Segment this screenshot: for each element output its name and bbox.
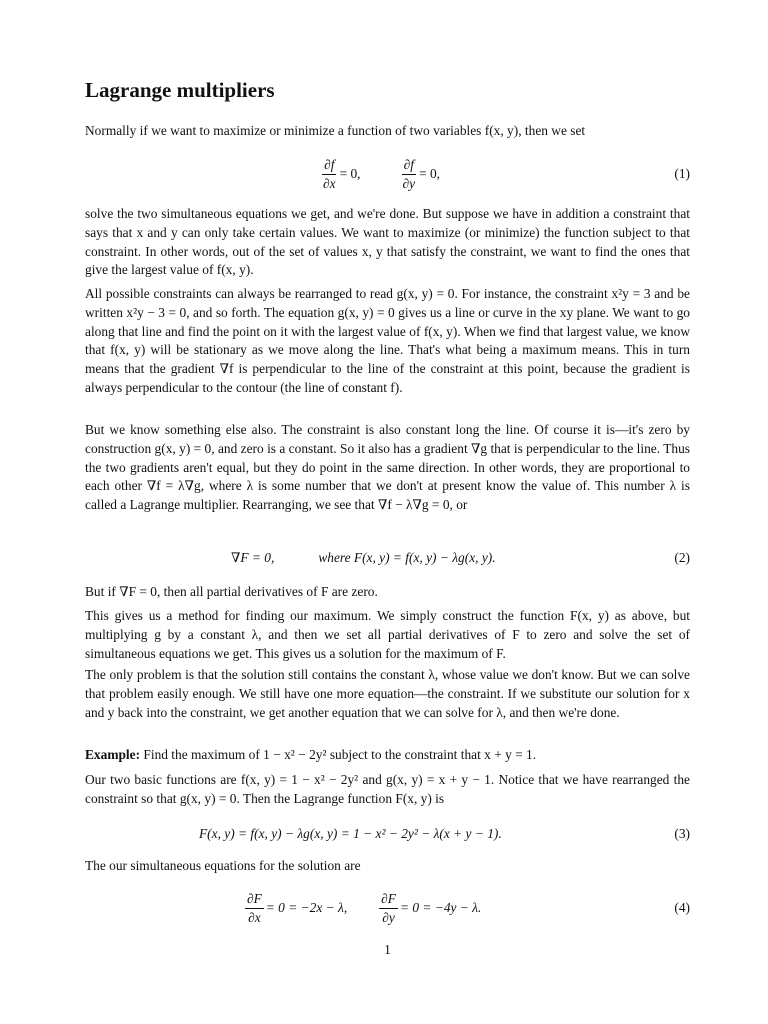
equation-number-2: (2) (674, 550, 690, 565)
eq4-numerator-a: ∂F (245, 891, 264, 909)
equation-number-4: (4) (674, 900, 690, 915)
eq4-rhs-a: = 0 = −2x − λ, (265, 900, 348, 915)
equation-number-3: (3) (674, 826, 690, 841)
eq4-denominator-a: ∂x (248, 909, 261, 925)
equation-1 (85, 152, 690, 196)
eq4-numerator-b: ∂F (379, 891, 398, 909)
equation-4 (85, 886, 690, 930)
eq1-fraction-df-dy (401, 157, 418, 192)
eq4-fraction-dF-dy (379, 891, 398, 926)
paragraph-constraint-intro: solve the two simultaneous equations we get, and we're done. But suppose we have in addition a constraint that says that x and y can only take certain values. We want to maximize (or minimize) the function subject to that constraint. In other words, out of the set of values x, y that satisfy the constraint, we want to find the ones that give the largest value of f(x, y). (85, 206, 690, 278)
eq1-denominator-b: ∂y (402, 175, 416, 191)
eq4-fraction-dF-dx (245, 891, 264, 926)
paragraph-intro: Normally if we want to maximize or minimize a function of two variables f(x, y), then we set (85, 123, 586, 138)
paragraph-problem: The only problem is that the solution still contains the constant λ, whose value we don't know. But we can solve that problem easily enough. We still have one more equation—the constraint. If we substitute our solution for x and y back into the constraint, we get another equation that we can solve for λ, and then we're done. (85, 667, 690, 720)
eq1-numerator-a: ∂f (322, 157, 336, 175)
page-number: 1 (384, 942, 391, 957)
example-label: Example: (85, 747, 141, 762)
equation-3 (85, 812, 690, 856)
eq2-left: ∇F = 0, (231, 550, 275, 565)
eq2-right: where F(x, y) = f(x, y) − λg(x, y). (318, 550, 496, 565)
equation-number-1: (1) (674, 166, 690, 181)
eq1-fraction-df-dx (321, 157, 338, 192)
paragraph-simultaneous: The our simultaneous equations for the solution are (85, 858, 361, 873)
eq1-denominator-a: ∂x (323, 175, 336, 191)
eq1-rhs-b: = 0, (419, 166, 441, 181)
paragraph-method: This gives us a method for finding our maximum. We simply construct the function F(x, y) as above, but multiplying g by a constant λ, and then we set all partial derivatives of F to zero and solve the set of simultaneous equations we get. This gives us a solution for the maximum of F. (85, 608, 690, 661)
equation-2 (85, 536, 690, 580)
eq1-numerator-b: ∂f (402, 157, 416, 175)
eq4-rhs-b: = 0 = −4y − λ. (399, 900, 482, 915)
example-text: Find the maximum of 1 − x² − 2y² subject to the constraint that x + y = 1. (143, 747, 537, 762)
eq1-rhs-a: = 0, (339, 166, 361, 181)
section-title: Lagrange multipliers (85, 78, 275, 102)
paragraph-gradient: But we know something else also. The constraint is also constant long the line. Of course it is—it's zero by construction g(x, y) = 0, and zero is a constant. So it also has a gradient ∇g that is perpendicular to the line. Thus the two gradients aren't equal, but they do point in the same direction. In other words, they are proportional to each other ∇f = λ∇g, where λ is some number that we don't at present know the value of. This number λ is called a Lagrange multiplier. Rearranging, we see that ∇f − λ∇g = 0, or (85, 422, 690, 513)
paragraph-partial-derivatives: But if ∇F = 0, then all partial derivatives of F are zero. (85, 584, 378, 599)
paragraph-constraint-form: All possible constraints can always be rearranged to read g(x, y) = 0. For instance, the constraint x²y = 3 and be written x²y − 3 = 0, and so forth. The equation g(x, y) = 0 gives us a line or curve in the xy plane. We want to go along that line and find the point on it with the largest value of f(x, y). When we find that largest value, we know that f(x, y) will be stationary as we move along the line. That's what being a maximum means. This in turn means that the gradient ∇f is perpendicular to the line of the constraint at this point, because the gradient is always perpendicular to the contour (the line of constant f). (85, 286, 690, 395)
paragraph-basic-functions: Our two basic functions are f(x, y) = 1 − x² − 2y² and g(x, y) = x + y − 1. Notice that we have rearranged the constraint so that g(x, y) = 0. Then the Lagrange function F(x, y) is (85, 772, 690, 806)
paragraph-example (85, 746, 690, 765)
eq4-denominator-b: ∂y (382, 909, 395, 925)
eq3-body: F(x, y) = f(x, y) − λg(x, y) = 1 − x² − 2y² − λ(x + y − 1). (199, 826, 502, 841)
